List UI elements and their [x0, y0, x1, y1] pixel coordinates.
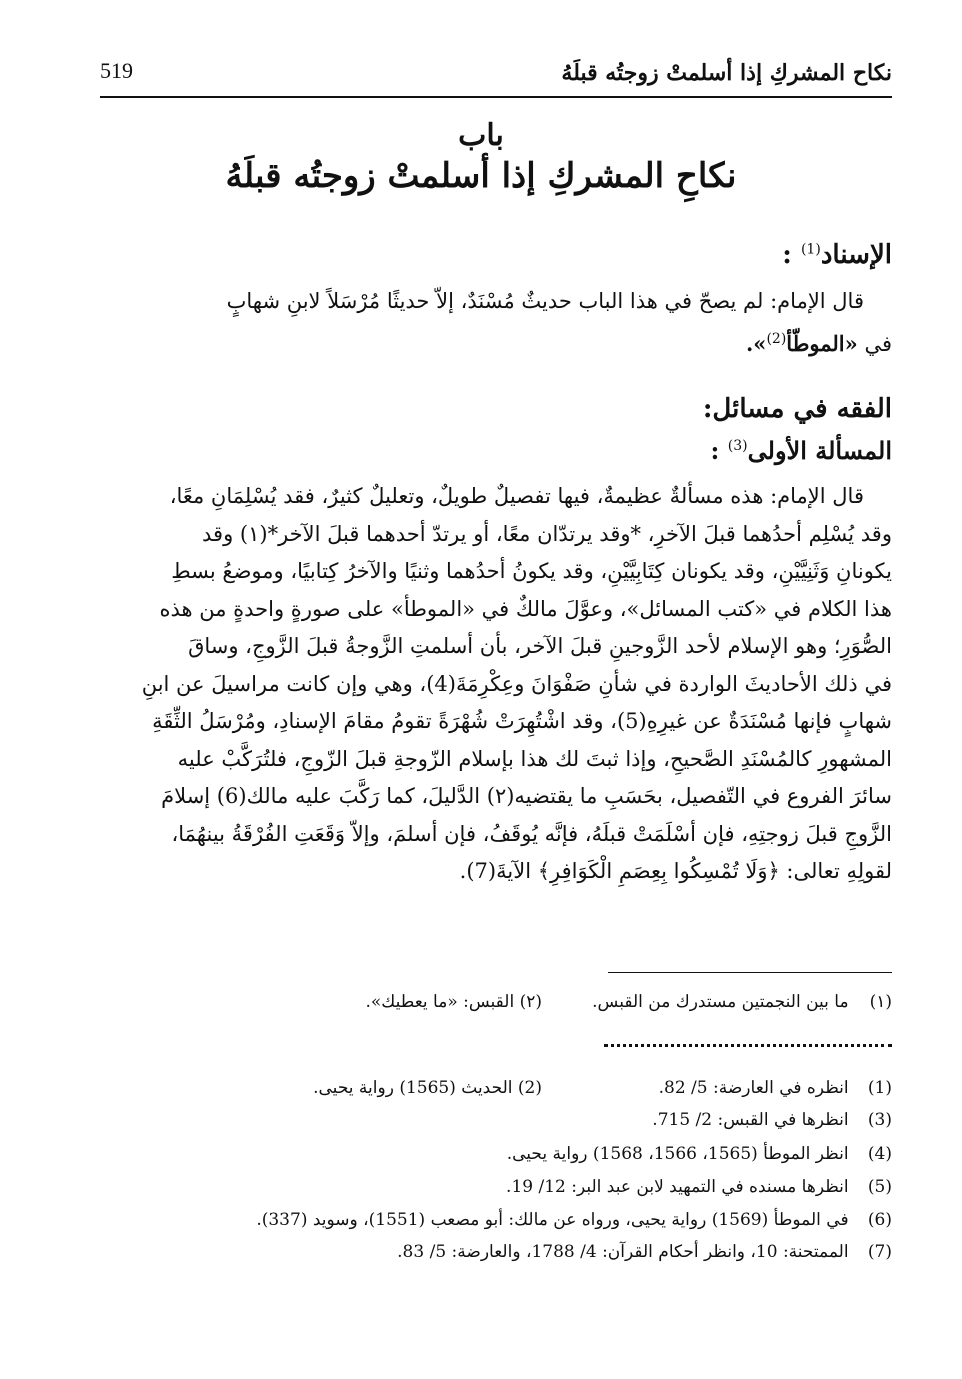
masala-heading-text: المسألة الأولى	[747, 436, 892, 465]
footnote	[313, 1078, 542, 1098]
editor-note	[592, 992, 892, 1012]
masala-line: قال الإمام: هذه مسألةٌ عظيمةٌ، فيها تفصيلٌ طويلٌ، وتعليلٌ كثيرٌ، فقد يُسْلِمَانِ معًا،	[169, 484, 864, 508]
footnote-text: انظرها مسنده في التمهيد لابن عبد البر: 12/ 19.	[506, 1177, 849, 1197]
masala-line: الصُّوَرِ؛ وهو الإسلام لأحد الزَّوجينِ قبلَ الآخر، بأن أسلمتِ الزَّوجةُ قبلَ الزَّوجِ، وساقَ	[188, 634, 892, 658]
footnote-num: (2)	[517, 1078, 542, 1098]
isnad-heading	[782, 240, 892, 270]
footnote-num: (6)	[867, 1210, 892, 1230]
footnote-text: الممتحنة: 10، وانظر أحكام القرآن: 4/ 1788، والعارضة: 5/ 83.	[397, 1242, 849, 1262]
masala-heading-ref: (3)	[727, 438, 748, 454]
footnote-num: (7)	[867, 1242, 892, 1262]
editor-note-num: (٢)	[519, 992, 542, 1012]
footnote-text: في الموطأ (1569) رواية يحيى، ورواه عن مالك: أبو مصعب (1551)، وسويد (337).	[256, 1210, 849, 1230]
footnote-text: انظرها في القبس: 2/ 715.	[652, 1110, 849, 1130]
masala-line: يكونانِ وَثَنِيَّيْنِ، وقد يكونان كِتَابِيَّيْنِ، وقد يكونُ أحدُهما وثنيًا والآخرُ كِتابيًا، وموضعُ بسطِ	[171, 559, 892, 583]
footnote-num: (1)	[867, 1078, 892, 1098]
isnad-heading-suffix: :	[782, 240, 792, 270]
isnad-line	[92, 320, 892, 363]
header-rule	[100, 96, 892, 98]
masala-paragraph	[92, 478, 892, 891]
editor-note-num: (١)	[869, 992, 892, 1012]
footnote-separator	[608, 972, 892, 973]
isnad-heading-ref: (1)	[800, 241, 821, 258]
footnote-text: انظر الموطأ (1565، 1566، 1568) رواية يحيى.	[506, 1144, 849, 1164]
isnad-line2-pre: في	[864, 332, 892, 356]
dotted-separator	[604, 1044, 892, 1047]
footnote	[397, 1242, 892, 1262]
isnad-heading-text: الإسناد	[820, 240, 892, 270]
masala-heading-suffix: :	[710, 436, 720, 465]
footnote	[256, 1210, 892, 1230]
editor-note	[366, 992, 543, 1012]
masala-line: في ذلك الأحاديثَ الواردة في شأنِ صَفْوَانَ وعِكْرِمَةَ(4)، وهي وإن كانت مراسيلَ عن ابنِ	[141, 671, 892, 696]
footnote-text: الحديث (1565) رواية يحيى.	[313, 1078, 513, 1098]
chapter-title: نكاحِ المشركِ إذا أسلمتْ زوجتُه قبلَهُ	[225, 156, 737, 196]
muwatta-title: «الموطّأ	[786, 331, 858, 356]
footnote-num: (5)	[867, 1177, 892, 1197]
isnad-line2-post: ».	[746, 331, 767, 356]
masala-line: لقولِهِ تعالى: ﴿وَلَا تُمْسِكُوا بِعِصَمِ الْكَوَافِرِ﴾ الآيةَ(7).	[459, 859, 892, 883]
masala-line: سائرَ الفروع في التّفصيل، بحَسَبِ ما يقتضيه(٢) الدَّليلَ، كما رَكَّبَ عليه مالك(6) إسلامَ	[161, 784, 892, 808]
footnote	[652, 1110, 892, 1130]
editor-note-text: ما بين النجمتين مستدرك من القبس.	[592, 992, 849, 1012]
masala-heading	[711, 436, 892, 465]
footnote-text: انظره في العارضة: 5/ 82.	[658, 1078, 849, 1098]
isnad-ref-2: (2)	[766, 331, 787, 347]
masala-line: المشهورِ كالمُسْنَدِ الصَّحيحِ، وإذا ثبتَ لك هذا بإسلام الزّوجةِ قبلَ الزّوجِ، فلتُرَكَّبْ عليه	[177, 746, 892, 771]
page-number: 519	[100, 58, 133, 83]
footnote-num: (4)	[867, 1144, 892, 1164]
masala-line: هذا الكلام في «كتب المسائل»، وعوَّلَ مالكٌ في «الموطأ» على صورةٍ واحدةٍ من هذه	[159, 596, 892, 621]
footnote	[506, 1177, 892, 1197]
footnote	[659, 1078, 892, 1098]
footnote-num: (3)	[867, 1110, 892, 1130]
footnote	[507, 1144, 892, 1164]
masala-line: الزَّوجِ قبلَ زوجتِهِ، فإن أسْلَمَتْ قبلَهُ، فإنَّه يُوقَفُ، فإن أسلمَ، وإلاّ وَقَعَتِ الفُرْقَةُ بينهُمَا،	[171, 821, 892, 846]
masala-line: وقد يُسْلِم أحدُهما قبلَ الآخرِ، *وقد يرتدّان معًا، أو يرتدّ أحدهما قبلَ الآخر*(١) وقد	[202, 521, 892, 546]
masala-line: شهابٍ فإنها مُسْنَدَةٌ عن غيرِهِ(5)، وقد اشْتُهِرَتْ شُهْرَةً تقومُ مقامَ الإسنادِ، ومُرْسَلُ الثِّقَةِ	[152, 709, 892, 733]
isnad-line: قال الإمام: لم يصحّ في هذا الباب حديثٌ مُسْنَدٌ، إلاّ حديثًا مُرْسَلاً لابنِ شهابٍ	[226, 289, 864, 313]
isnad-paragraph	[92, 282, 892, 363]
chapter-label: باب	[458, 118, 504, 153]
fiqh-heading: الفقه في مسائل:	[702, 394, 892, 424]
editor-note-text: القبس: «ما يعطيك».	[365, 992, 515, 1012]
running-title: نكاح المشركِ إذا أسلمتْ زوجتُه قبلَهُ	[561, 60, 892, 86]
